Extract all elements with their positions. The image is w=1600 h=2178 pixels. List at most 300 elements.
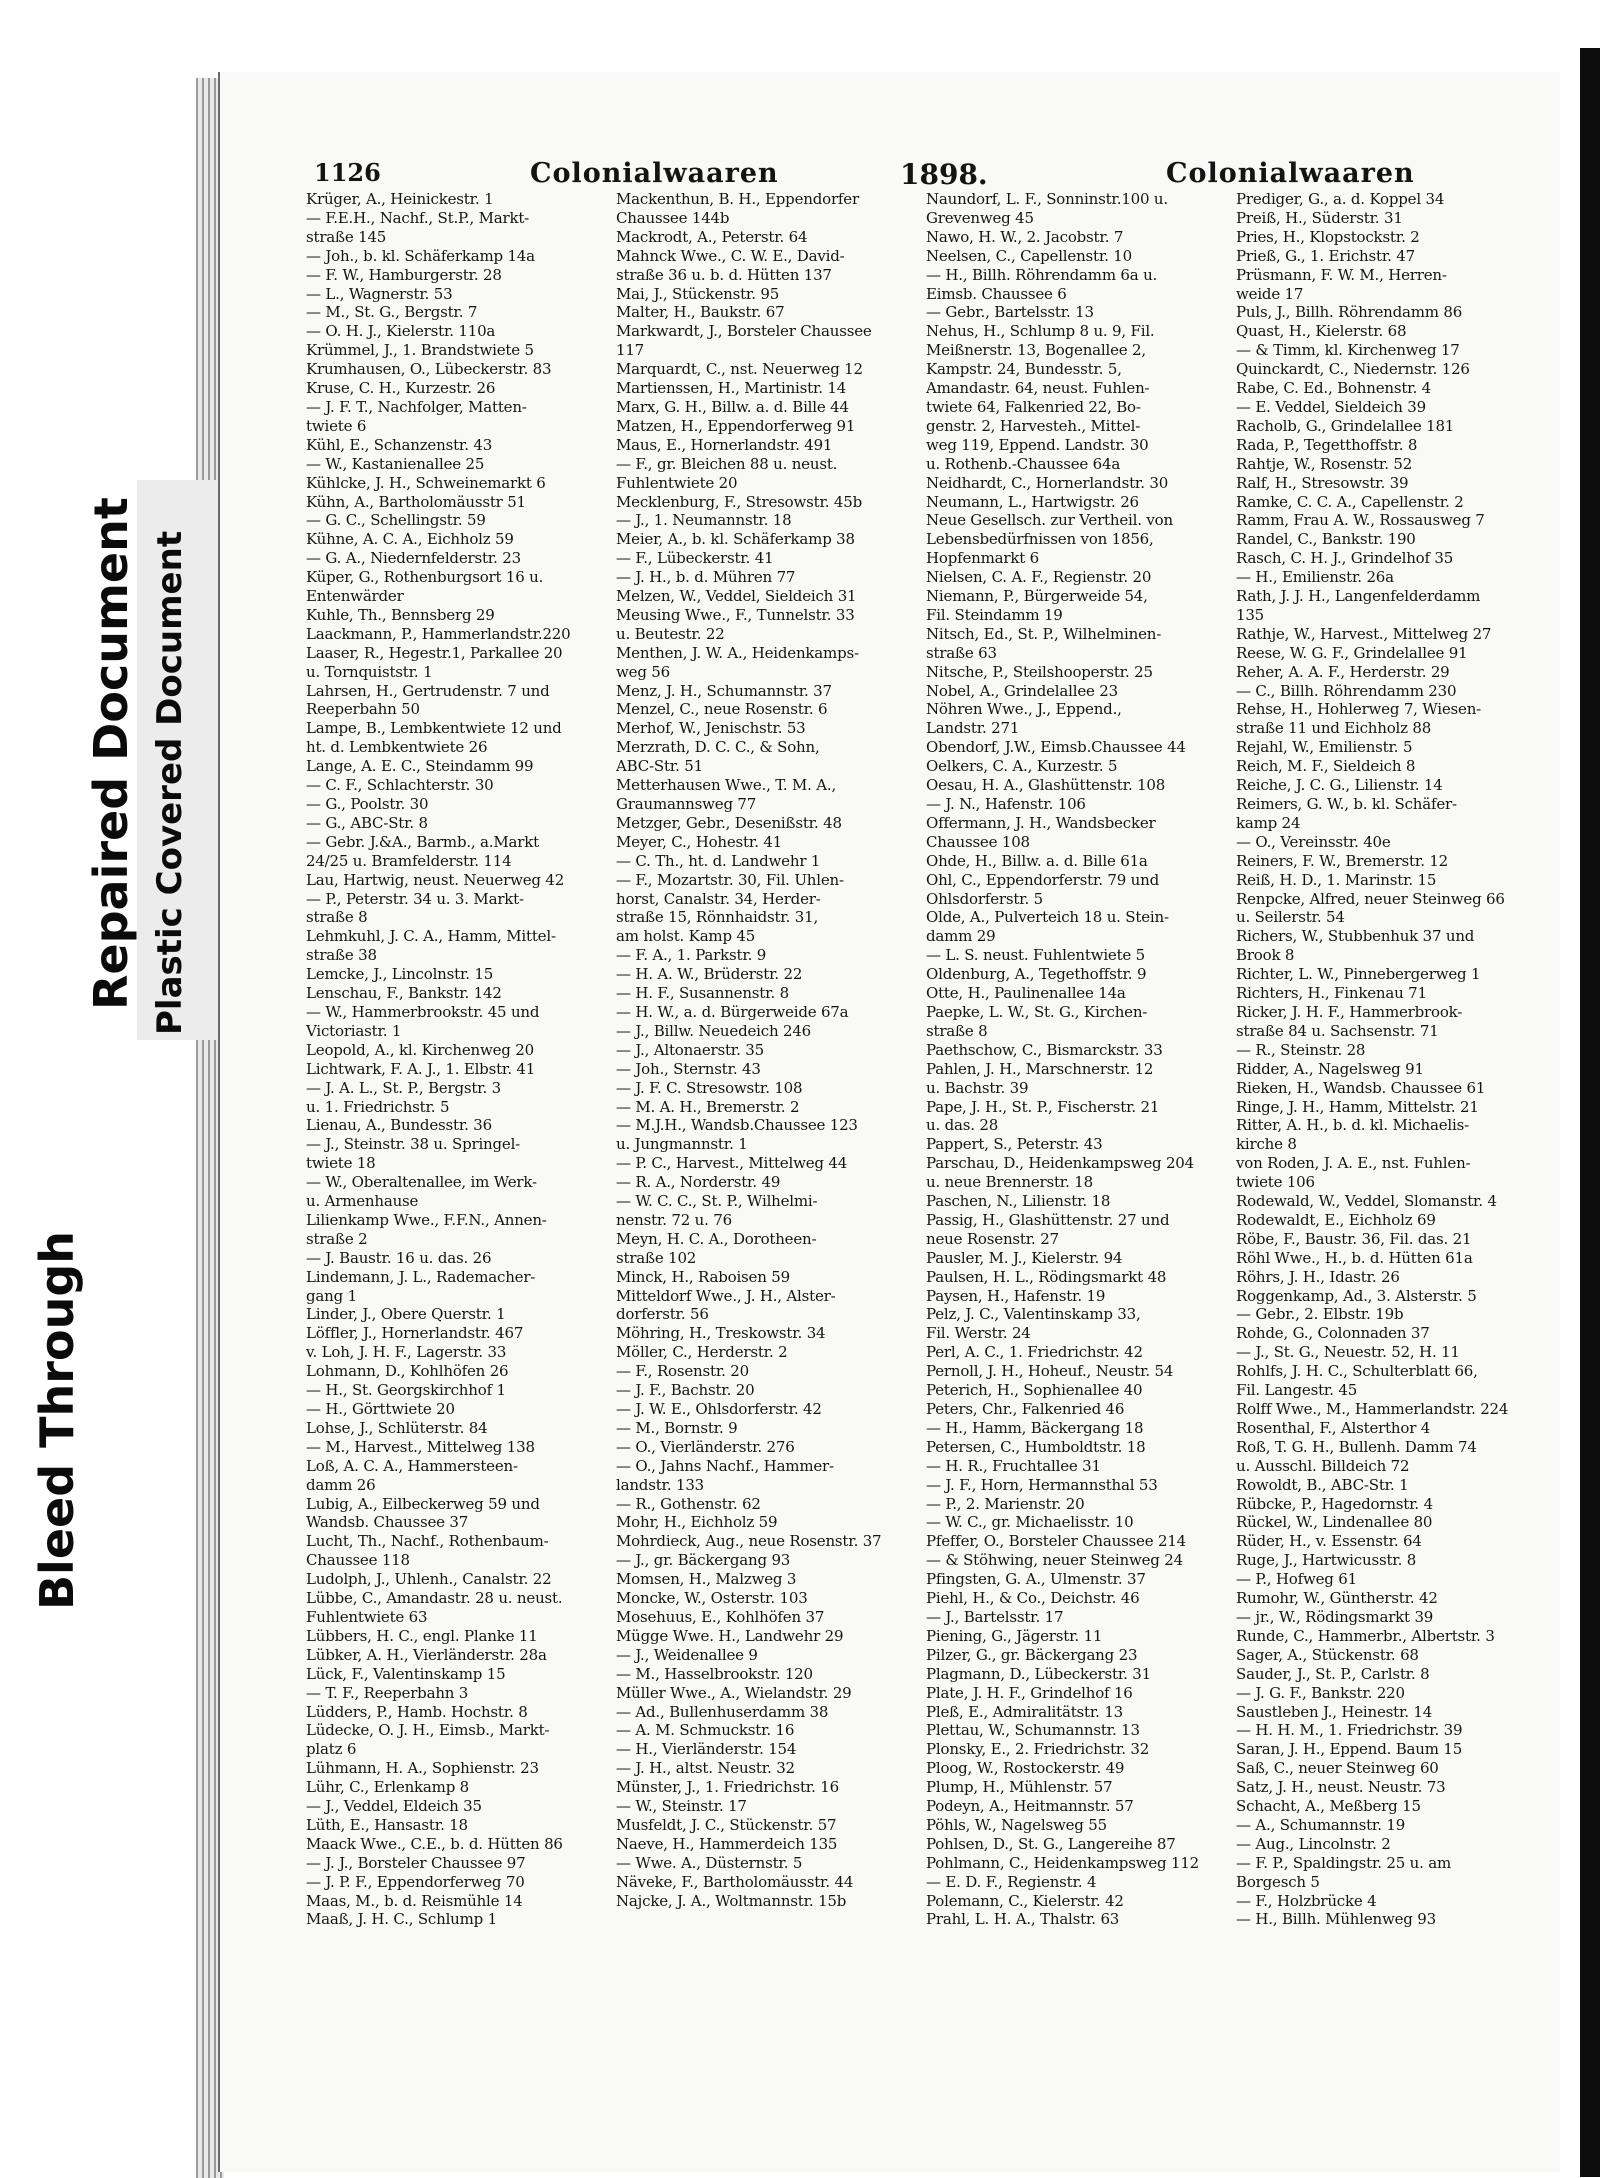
directory-entry: — M., Bornstr. 9	[616, 1418, 738, 1437]
directory-entry: Rowoldt, B., ABC-Str. 1	[1236, 1475, 1409, 1494]
directory-entry: Neue Gesellsch. zur Vertheil. von	[926, 511, 1173, 530]
directory-entry: — H., Billh. Röhrendamm 6a u.	[926, 265, 1158, 284]
directory-entry: Ruge, J., Hartwicusstr. 8	[1236, 1551, 1417, 1570]
directory-entry: — P., 2. Marienstr. 20	[926, 1494, 1085, 1513]
directory-entry: — W., Oberaltenallee, im Werk-	[306, 1173, 537, 1192]
directory-entry: Rüder, H., v. Essenstr. 64	[1236, 1532, 1422, 1551]
directory-entry: Münster, J., 1. Friedrichstr. 16	[616, 1778, 839, 1797]
directory-entry: — F., Rosenstr. 20	[616, 1362, 749, 1381]
directory-entry: Pries, H., Klopstockstr. 2	[1236, 227, 1420, 246]
directory-entry: Paulsen, H. L., Rödingsmarkt 48	[926, 1267, 1167, 1286]
directory-entry: Victoriastr. 1	[306, 1021, 402, 1040]
directory-entry: Naundorf, L. F., Sonninstr.100 u.	[926, 190, 1168, 208]
directory-entry: — J. F., Bachstr. 20	[616, 1381, 755, 1400]
directory-entry: straße 38	[306, 946, 377, 965]
directory-entry: Najcke, J. A., Woltmannstr. 15b	[616, 1891, 847, 1910]
directory-entry: — J., 1. Neumannstr. 18	[616, 511, 792, 530]
directory-entry: Piening, G., Jägerstr. 11	[926, 1626, 1103, 1645]
directory-entry: Marx, G. H., Billw. a. d. Bille 44	[616, 397, 849, 416]
directory-entry: Nehus, H., Schlump 8 u. 9, Fil.	[926, 322, 1155, 341]
directory-entry: Amandastr. 64, neust. Fuhlen-	[926, 379, 1150, 398]
directory-entry: Laaser, R., Hegestr.1, Parkallee 20	[306, 643, 563, 662]
directory-entry: — J., Bartelsstr. 17	[926, 1607, 1064, 1626]
directory-entry: Lühr, C., Erlenkamp 8	[306, 1778, 470, 1797]
column-2	[616, 190, 924, 2030]
directory-entry: Minck, H., Raboisen 59	[616, 1267, 790, 1286]
directory-entry: Fil. Langestr. 45	[1236, 1381, 1358, 1400]
directory-entry: — Wwe. A., Düsternstr. 5	[616, 1853, 803, 1872]
directory-entry: — Joh., b. kl. Schäferkamp 14a	[306, 246, 535, 265]
directory-entry: — J. N., Hafenstr. 106	[926, 795, 1086, 813]
directory-entry: Lühmann, H. A., Sophienstr. 23	[306, 1759, 539, 1778]
directory-entry: neue Rosenstr. 27	[926, 1229, 1059, 1248]
directory-entry: — O., Vierländerstr. 276	[616, 1437, 795, 1456]
directory-entry: 135	[1236, 605, 1265, 624]
directory-entry: — Ad., Bullenhuserdamm 38	[616, 1702, 829, 1721]
directory-entry: — O., Vereinsstr. 40e	[1236, 832, 1391, 851]
directory-entry: Reiners, F. W., Bremerstr. 12	[1236, 851, 1449, 870]
directory-entry: — P., Hofweg 61	[1236, 1570, 1357, 1589]
directory-entry: Reich, M. F., Sieldeich 8	[1236, 757, 1416, 776]
directory-entry: — J. G. F., Bankstr. 220	[1236, 1683, 1405, 1702]
directory-entry: Prediger, G., a. d. Koppel 34	[1236, 190, 1445, 208]
directory-entry: — J., St. G., Neuestr. 52, H. 11	[1236, 1343, 1460, 1362]
directory-entry: Lenschau, F., Bankstr. 142	[306, 984, 502, 1003]
directory-entry: u. Rothenb.-Chaussee 64a	[926, 454, 1121, 473]
directory-entry: Metzger, Gebr., Desenißstr. 48	[616, 813, 842, 832]
directory-entry: Lübbe, C., Amandastr. 28 u. neust.	[306, 1589, 563, 1608]
directory-entry: Nöhren Wwe., J., Eppend.,	[926, 700, 1122, 719]
directory-entry: Momsen, H., Malzweg 3	[616, 1570, 797, 1589]
directory-entry: Lucht, Th., Nachf., Rothenbaum-	[306, 1532, 549, 1551]
directory-entry: straße 8	[926, 1021, 988, 1040]
directory-entry: Mohrdieck, Aug., neue Rosenstr. 37	[616, 1532, 882, 1551]
directory-entry: platz 6	[306, 1740, 357, 1759]
directory-entry: Martienssen, H., Martinistr. 14	[616, 379, 847, 398]
directory-entry: gang 1	[306, 1286, 357, 1305]
directory-entry: Sager, A., Stückenstr. 68	[1236, 1645, 1419, 1664]
directory-entry: — Gebr., 2. Elbstr. 19b	[1236, 1305, 1404, 1324]
directory-entry: Wandsb. Chaussee 37	[306, 1513, 469, 1532]
condition-stamp	[22, 480, 222, 1610]
directory-entry: Parschau, D., Heidenkampsweg 204	[926, 1154, 1194, 1173]
directory-entry: u. 1. Friedrichstr. 5	[306, 1097, 450, 1116]
directory-entry: Ramke, C. C. A., Capellenstr. 2	[1236, 492, 1464, 511]
directory-entry: Möller, C., Herderstr. 2	[616, 1343, 788, 1362]
directory-entry: — E. D. F., Regienstr. 4	[926, 1872, 1097, 1891]
directory-entry: Kuhle, Th., Bennsberg 29	[306, 605, 495, 624]
directory-entry: — H., Emilienstr. 26a	[1236, 568, 1394, 587]
directory-entry: — & Stöhwing, neuer Steinweg 24	[926, 1551, 1183, 1570]
directory-entry: — F., gr. Bleichen 88 u. neust.	[616, 454, 838, 473]
directory-entry: — H., Billh. Mühlenweg 93	[1236, 1910, 1436, 1929]
directory-entry: Chaussee 108	[926, 832, 1030, 851]
directory-entry: Rahtje, W., Rosenstr. 52	[1236, 454, 1413, 473]
directory-entry: u. Tornquiststr. 1	[306, 662, 433, 681]
directory-entry: Moncke, W., Osterstr. 103	[616, 1589, 808, 1608]
directory-entry: Neelsen, C., Capellenstr. 10	[926, 246, 1132, 265]
directory-entry: — L., Wagnerstr. 53	[306, 284, 453, 303]
directory-entry: Pappert, S., Peterstr. 43	[926, 1135, 1103, 1154]
directory-entry: horst, Canalstr. 34, Herder-	[616, 889, 821, 908]
directory-entry: — J. H., b. d. Mühren 77	[616, 568, 796, 587]
directory-entry: Lichtwark, F. A. J., 1. Elbstr. 41	[306, 1059, 536, 1078]
directory-entry: — C. Th., ht. d. Landwehr 1	[616, 851, 821, 870]
column-3	[926, 190, 1234, 2030]
directory-entry: straße 36 u. b. d. Hütten 137	[616, 265, 832, 284]
directory-entry: Fil. Steindamm 19	[926, 605, 1063, 624]
directory-entry: — H. F., Susannenstr. 8	[616, 984, 789, 1003]
directory-entry: Roggenkamp, Ad., 3. Alsterstr. 5	[1236, 1286, 1477, 1305]
directory-entry: Mahnck Wwe., C. W. E., David-	[616, 246, 845, 265]
directory-entry: straße 84 u. Sachsenstr. 71	[1236, 1021, 1439, 1040]
directory-entry: Renpcke, Alfred, neuer Steinweg 66	[1236, 889, 1505, 908]
directory-entry: u. Bachstr. 39	[926, 1078, 1029, 1097]
directory-entry: — M.J.H., Wandsb.Chaussee 123	[616, 1116, 858, 1135]
directory-entry: Ridder, A., Nagelsweg 91	[1236, 1059, 1424, 1078]
directory-entry: Saran, J. H., Eppend. Baum 15	[1236, 1740, 1463, 1759]
directory-entry: Merhof, W., Jenischstr. 53	[616, 719, 806, 738]
directory-entry: Kühlcke, J. H., Schweinemarkt 6	[306, 473, 546, 492]
directory-entry: Pohlsen, D., St. G., Langereihe 87	[926, 1834, 1176, 1853]
directory-entry: Lüdecke, O. J. H., Eimsb., Markt-	[306, 1721, 550, 1740]
directory-entry: ht. d. Lembkentwiete 26	[306, 738, 488, 757]
directory-entry: — J., gr. Bäckergang 93	[616, 1551, 791, 1570]
directory-entry: Pöhls, W., Nagelsweg 55	[926, 1815, 1107, 1834]
directory-entry: Lüth, E., Hansastr. 18	[306, 1815, 468, 1834]
directory-entry: 117	[616, 341, 645, 360]
directory-entry: Lange, A. E. C., Steindamm 99	[306, 757, 534, 776]
directory-entry: Paepke, L. W., St. G., Kirchen-	[926, 1002, 1148, 1021]
directory-entry: — C., Billh. Röhrendamm 230	[1236, 681, 1457, 700]
directory-entry: 24/25 u. Bramfelderstr. 114	[306, 851, 512, 870]
directory-entry: Hopfenmarkt 6	[926, 549, 1039, 568]
directory-entry: Reiß, H. D., 1. Marinstr. 15	[1236, 870, 1437, 889]
directory-entry: Maack Wwe., C.E., b. d. Hütten 86	[306, 1834, 563, 1853]
directory-entry: Podeyn, A., Heitmannstr. 57	[926, 1797, 1134, 1816]
directory-entry: weide 17	[1236, 284, 1304, 303]
directory-entry: — M., St. G., Bergstr. 7	[306, 303, 478, 322]
directory-entry: Kühn, A., Bartholomäusstr 51	[306, 492, 526, 511]
directory-entry: Pausler, M. J., Kielerstr. 94	[926, 1248, 1123, 1267]
directory-entry: Plate, J. H. F., Grindelhof 16	[926, 1683, 1133, 1702]
directory-entry: Quinckardt, C., Niedernstr. 126	[1236, 360, 1470, 379]
directory-entry: u. Seilerstr. 54	[1236, 908, 1345, 927]
directory-entry: Rückel, W., Lindenallee 80	[1236, 1513, 1433, 1532]
directory-entry: Rohde, G., Colonnaden 37	[1236, 1324, 1430, 1343]
scanner-edge-shadow	[1580, 48, 1600, 2177]
directory-entry: Nitsch, Ed., St. P., Wilhelminen-	[926, 624, 1162, 643]
directory-entry: Ralf, H., Stresowstr. 39	[1236, 473, 1409, 492]
directory-entry: Metterhausen Wwe., T. M. A.,	[616, 776, 837, 795]
directory-entry: — J. Baustr. 16 u. das. 26	[306, 1248, 492, 1267]
directory-entry: landstr. 133	[616, 1475, 705, 1494]
directory-entry: Peters, Chr., Falkenried 46	[926, 1400, 1125, 1418]
directory-entry: twiete 106	[1236, 1173, 1315, 1192]
directory-entry: Rath, J. J. H., Langenfelderdamm	[1236, 587, 1481, 606]
directory-entry: — J., Altonaerstr. 35	[616, 1040, 764, 1059]
directory-entry: — H. W., a. d. Bürgerweide 67a	[616, 1002, 849, 1021]
directory-entry: u. das. 28	[926, 1116, 999, 1135]
directory-entry: Reiche, J. C. G., Lilienstr. 14	[1236, 776, 1443, 795]
directory-entry: straße 145	[306, 227, 387, 246]
directory-entry: Rübcke, P., Hagedornstr. 4	[1236, 1494, 1433, 1513]
directory-entry: Plettau, W., Schumannstr. 13	[926, 1721, 1140, 1740]
directory-entry: Matzen, H., Eppendorferweg 91	[616, 416, 856, 435]
directory-entry: Nobel, A., Grindelallee 23	[926, 681, 1118, 700]
directory-entry: Lübker, A. H., Vierländerstr. 28a	[306, 1645, 547, 1664]
directory-entry: — J., Weidenallee 9	[616, 1645, 758, 1664]
directory-entry: Pilzer, G., gr. Bäckergang 23	[926, 1645, 1138, 1664]
directory-entry: Fuhlentwiete 20	[616, 473, 738, 492]
directory-entry: Rabe, C. Ed., Bohnenstr. 4	[1236, 379, 1431, 398]
directory-entry: — A. M. Schmuckstr. 16	[616, 1721, 795, 1740]
directory-entry: u. Ausschl. Billdeich 72	[1236, 1456, 1410, 1475]
directory-entry: Lebensbedürfnissen von 1856,	[926, 530, 1154, 549]
directory-entry: — H., Vierländerstr. 154	[616, 1740, 797, 1759]
directory-entry: — P. C., Harvest., Mittelweg 44	[616, 1154, 848, 1173]
directory-entry: — J. F. T., Nachfolger, Matten-	[306, 397, 527, 416]
directory-entry: — J. F., Horn, Hermannsthal 53	[926, 1475, 1158, 1494]
directory-entry: — R. A., Norderstr. 49	[616, 1173, 781, 1192]
directory-entry: — T. F., Reeperbahn 3	[306, 1683, 469, 1702]
directory-entry: Neumann, L., Hartwigstr. 26	[926, 492, 1139, 511]
directory-entry: — H., St. Georgskirchhof 1	[306, 1381, 506, 1400]
directory-entry: Lemcke, J., Lincolnstr. 15	[306, 965, 494, 984]
directory-entry: Fil. Werstr. 24	[926, 1324, 1031, 1343]
directory-entry: Pape, J. H., St. P., Fischerstr. 21	[926, 1097, 1160, 1116]
directory-entry: Lehmkuhl, J. C. A., Hamm, Mittel-	[306, 927, 556, 946]
directory-entry: — O., Jahns Nachf., Hammer-	[616, 1456, 834, 1475]
directory-entry: twiete 64, Falkenried 22, Bo-	[926, 397, 1141, 416]
directory-entry: Lübbers, H. C., engl. Planke 11	[306, 1626, 538, 1645]
directory-entry: u. neue Brennerstr. 18	[926, 1173, 1093, 1192]
directory-entry: Perl, A. C., 1. Friedrichstr. 42	[926, 1343, 1143, 1362]
directory-entry: Paysen, H., Hafenstr. 19	[926, 1286, 1106, 1305]
directory-entry: Lilienkamp Wwe., F.F.N., Annen-	[306, 1210, 547, 1229]
directory-entry: — F. A., 1. Parkstr. 9	[616, 946, 767, 965]
directory-entry: Krümmel, J., 1. Brandstwiete 5	[306, 341, 534, 360]
directory-entry: Niemann, P., Bürgerweide 54,	[926, 587, 1148, 606]
directory-entry: Prieß, G., 1. Erichstr. 47	[1236, 246, 1415, 265]
stamp-repaired-document: Repaired Document	[84, 497, 138, 1010]
directory-entry: Puls, J., Billh. Röhrendamm 86	[1236, 303, 1463, 322]
directory-entry: Kampstr. 24, Bundesstr. 5,	[926, 360, 1122, 379]
directory-entry: — W. C., gr. Michaelisstr. 10	[926, 1513, 1134, 1532]
directory-entry: Kühl, E., Schanzenstr. 43	[306, 435, 493, 454]
column-4	[1236, 190, 1544, 2030]
directory-entry: Saß, C., neuer Steinweg 60	[1236, 1759, 1439, 1778]
directory-entry: Plump, H., Mühlenstr. 57	[926, 1778, 1113, 1797]
directory-entry: Otte, H., Paulinenallee 14a	[926, 984, 1126, 1003]
directory-entry: Oelkers, C. A., Kurzestr. 5	[926, 757, 1118, 776]
directory-entry: — A., Schumannstr. 19	[1236, 1815, 1406, 1834]
directory-entry: Röhrs, J. H., Idastr. 26	[1236, 1267, 1400, 1286]
directory-entry: Näveke, F., Bartholomäusstr. 44	[616, 1872, 854, 1891]
directory-entry: Peterich, H., Sophienallee 40	[926, 1381, 1143, 1400]
directory-entry: Rada, P., Tegetthoffstr. 8	[1236, 435, 1418, 454]
directory-entry: Rohlfs, J. H. C., Schulterblatt 66,	[1236, 1362, 1478, 1381]
directory-entry: Pfingsten, G. A., Ulmenstr. 37	[926, 1570, 1146, 1589]
directory-entry: Rathje, W., Harvest., Mittelweg 27	[1236, 624, 1492, 643]
directory-entry: ABC-Str. 51	[616, 757, 703, 776]
directory-columns	[306, 190, 1546, 2030]
directory-entry: — E. Veddel, Sieldeich 39	[1236, 397, 1426, 416]
directory-entry: twiete 18	[306, 1154, 376, 1173]
directory-entry: — O. H. J., Kielerstr. 110a	[306, 322, 496, 341]
directory-entry: straße 102	[616, 1248, 697, 1267]
directory-entry: — H., Hamm, Bäckergang 18	[926, 1418, 1144, 1437]
directory-entry: — G., Poolstr. 30	[306, 795, 429, 813]
directory-entry: Kühne, A. C. A., Eichholz 59	[306, 530, 514, 549]
directory-entry: weg 56	[616, 662, 670, 681]
directory-entry: Müller Wwe., A., Wielandstr. 29	[616, 1683, 852, 1702]
directory-entry: — W. C. C., St. P., Wilhelmi-	[616, 1192, 818, 1211]
directory-entry: — L. S. neust. Fuhlentwiete 5	[926, 946, 1146, 965]
directory-entry: Saustleben J., Heinestr. 14	[1236, 1702, 1433, 1721]
directory-entry: — W., Kastanienallee 25	[306, 454, 485, 473]
directory-entry: Reher, A. A. F., Herderstr. 29	[1236, 662, 1450, 681]
directory-entry: Ohl, C., Eppendorferstr. 79 und	[926, 870, 1159, 889]
directory-entry: — F., Lübeckerstr. 41	[616, 549, 774, 568]
directory-entry: Röbe, F., Baustr. 36, Fil. das. 21	[1236, 1229, 1472, 1248]
directory-entry: Satz, J. H., neust. Neustr. 73	[1236, 1778, 1446, 1797]
directory-entry: weg 119, Eppend. Landstr. 30	[926, 435, 1149, 454]
directory-entry: Rosenthal, F., Alsterthor 4	[1236, 1418, 1431, 1437]
directory-entry: Oldenburg, A., Tegethoffstr. 9	[926, 965, 1147, 984]
directory-entry: — G. C., Schellingstr. 59	[306, 511, 486, 530]
directory-entry: Sauder, J., St. P., Carlstr. 8	[1236, 1664, 1430, 1683]
directory-entry: Plonsky, E., 2. Friedrichstr. 32	[926, 1740, 1150, 1759]
directory-entry: Racholb, G., Grindelallee 181	[1236, 416, 1455, 435]
directory-entry: Ritter, A. H., b. d. kl. Michaelis-	[1236, 1116, 1469, 1135]
directory-entry: Olde, A., Pulverteich 18 u. Stein-	[926, 908, 1169, 927]
directory-entry: Quast, H., Kielerstr. 68	[1236, 322, 1407, 341]
directory-entry: u. Jungmannstr. 1	[616, 1135, 748, 1154]
directory-entry: Meier, A., b. kl. Schäferkamp 38	[616, 530, 855, 549]
directory-entry: — C. F., Schlachterstr. 30	[306, 776, 494, 795]
directory-entry: Richers, W., Stubbenhuk 37 und	[1236, 927, 1475, 946]
directory-entry: Malter, H., Baukstr. 67	[616, 303, 785, 322]
directory-entry: — W., Steinstr. 17	[616, 1797, 747, 1816]
directory-entry: — F.E.H., Nachf., St.P., Markt-	[306, 208, 530, 227]
directory-entry: Prahl, L. H. A., Thalstr. 63	[926, 1910, 1120, 1929]
directory-entry: kamp 24	[1236, 813, 1301, 832]
directory-entry: Obendorf, J.W., Eimsb.Chaussee 44	[926, 738, 1186, 757]
directory-entry: Graumannsweg 77	[616, 795, 757, 813]
directory-entry: Mai, J., Stückenstr. 95	[616, 284, 780, 303]
directory-entry: Maaß, J. H. C., Schlump 1	[306, 1910, 497, 1929]
stamp-plastic-covered: Plastic Covered Document	[150, 530, 190, 1035]
directory-entry: Lahrsen, H., Gertrudenstr. 7 und	[306, 681, 550, 700]
directory-entry: Rumohr, W., Güntherstr. 42	[1236, 1589, 1438, 1608]
directory-entry: Borgesch 5	[1236, 1872, 1320, 1891]
directory-entry: u. Beutestr. 22	[616, 624, 725, 643]
directory-entry: Lohmann, D., Kohlhöfen 26	[306, 1362, 509, 1381]
directory-entry: Pleß, E., Admiralitätstr. 13	[926, 1702, 1124, 1721]
directory-entry: Lüdders, P., Hamb. Hochstr. 8	[306, 1702, 528, 1721]
directory-entry: straße 2	[306, 1229, 368, 1248]
directory-entry: Lindemann, J. L., Rademacher-	[306, 1267, 536, 1286]
directory-entry: Ludolph, J., Uhlenh., Canalstr. 22	[306, 1570, 552, 1589]
directory-entry: — J. J., Borsteler Chaussee 97	[306, 1853, 526, 1872]
directory-entry: Richters, H., Finkenau 71	[1236, 984, 1427, 1003]
directory-entry: Menzel, C., neue Rosenstr. 6	[616, 700, 828, 719]
directory-entry: Grevenweg 45	[926, 208, 1034, 227]
directory-entry: — H. R., Fruchtallee 31	[926, 1456, 1101, 1475]
directory-entry: Rolff Wwe., M., Hammerlandstr. 224	[1236, 1400, 1509, 1418]
directory-entry: Pohlmann, C., Heidenkampsweg 112	[926, 1853, 1200, 1872]
directory-entry: Rehse, H., Hohlerweg 7, Wiesen-	[1236, 700, 1482, 719]
directory-entry: Merzrath, D. C. C., & Sohn,	[616, 738, 820, 757]
header-right-title: Colonialwaaren	[1166, 158, 1415, 189]
directory-entry: Chaussee 118	[306, 1551, 410, 1570]
directory-entry: — Aug., Lincolnstr. 2	[1236, 1834, 1391, 1853]
directory-entry: — G. A., Niedernfelderstr. 23	[306, 549, 521, 568]
directory-entry: straße 15, Rönnhaidstr. 31,	[616, 908, 819, 927]
directory-entry: — W., Hammerbrookstr. 45 und	[306, 1002, 540, 1021]
directory-entry: — F., Holzbrücke 4	[1236, 1891, 1377, 1910]
directory-entry: — R., Gothenstr. 62	[616, 1494, 761, 1513]
directory-entry: Piehl, H., & Co., Deichstr. 46	[926, 1589, 1140, 1608]
directory-entry: Brook 8	[1236, 946, 1295, 965]
directory-entry: dorferstr. 56	[616, 1305, 709, 1324]
directory-entry: Linder, J., Obere Querstr. 1	[306, 1305, 506, 1324]
directory-entry: Offermann, J. H., Wandsbecker	[926, 813, 1156, 832]
directory-entry: Leopold, A., kl. Kirchenweg 20	[306, 1040, 534, 1059]
directory-entry: Rodewaldt, E., Eichholz 69	[1236, 1210, 1436, 1229]
directory-entry: Ramm, Frau A. W., Rossausweg 7	[1236, 511, 1485, 530]
directory-entry: Prüsmann, F. W. M., Herren-	[1236, 265, 1447, 284]
directory-entry: — H. H. M., 1. Friedrichstr. 39	[1236, 1721, 1463, 1740]
directory-entry: Laackmann, P., Hammerlandstr.220	[306, 624, 571, 643]
directory-entry: Meyer, C., Hohestr. 41	[616, 832, 783, 851]
directory-entry: Meusing Wwe., F., Tunnelstr. 33	[616, 605, 855, 624]
directory-entry: damm 26	[306, 1475, 376, 1494]
directory-entry: am holst. Kamp 45	[616, 927, 756, 946]
directory-entry: Randel, C., Bankstr. 190	[1236, 530, 1416, 549]
directory-entry: — J., Billw. Neuedeich 246	[616, 1021, 812, 1040]
directory-entry: Lubig, A., Eilbeckerweg 59 und	[306, 1494, 540, 1513]
directory-entry: Mosehuus, E., Kohlhöfen 37	[616, 1607, 825, 1626]
directory-entry: Pelz, J. C., Valentinskamp 33,	[926, 1305, 1141, 1324]
directory-entry: — Joh., Sternstr. 43	[616, 1059, 761, 1078]
directory-entry: — Gebr., Bartelsstr. 13	[926, 303, 1094, 322]
directory-entry: v. Loh, J. H. F., Lagerstr. 33	[306, 1343, 507, 1362]
directory-entry: — F. P., Spaldingstr. 25 u. am	[1236, 1853, 1452, 1872]
directory-entry: Kruse, C. H., Kurzestr. 26	[306, 379, 496, 398]
directory-entry: straße 8	[306, 908, 368, 927]
directory-entry: Rejahl, W., Emilienstr. 5	[1236, 738, 1413, 757]
directory-entry: Krumhausen, O., Lübeckerstr. 83	[306, 360, 552, 379]
directory-entry: u. Armenhause	[306, 1192, 419, 1211]
directory-entry: Nitsche, P., Steilshooperstr. 25	[926, 662, 1153, 681]
directory-entry: Chaussee 144b	[616, 208, 730, 227]
directory-entry: nenstr. 72 u. 76	[616, 1210, 732, 1229]
directory-entry: Löffler, J., Hornerlandstr. 467	[306, 1324, 524, 1343]
directory-entry: Polemann, C., Kielerstr. 42	[926, 1891, 1124, 1910]
directory-entry: Roß, T. G. H., Bullenh. Damm 74	[1236, 1437, 1477, 1456]
directory-entry: Nielsen, C. A. F., Regienstr. 20	[926, 568, 1152, 587]
directory-entry: Schacht, A., Meßberg 15	[1236, 1797, 1421, 1816]
directory-entry: Mitteldorf Wwe., J. H., Alster-	[616, 1286, 836, 1305]
directory-entry: Maas, M., b. d. Reismühle 14	[306, 1891, 523, 1910]
header-left-title: Colonialwaaren	[530, 158, 779, 189]
directory-entry: Krüger, A., Heinickestr. 1	[306, 190, 494, 208]
directory-entry: Mohr, H., Eichholz 59	[616, 1513, 778, 1532]
directory-entry: Reese, W. G. F., Grindelallee 91	[1236, 643, 1468, 662]
directory-entry: Rasch, C. H. J., Grindelhof 35	[1236, 549, 1454, 568]
